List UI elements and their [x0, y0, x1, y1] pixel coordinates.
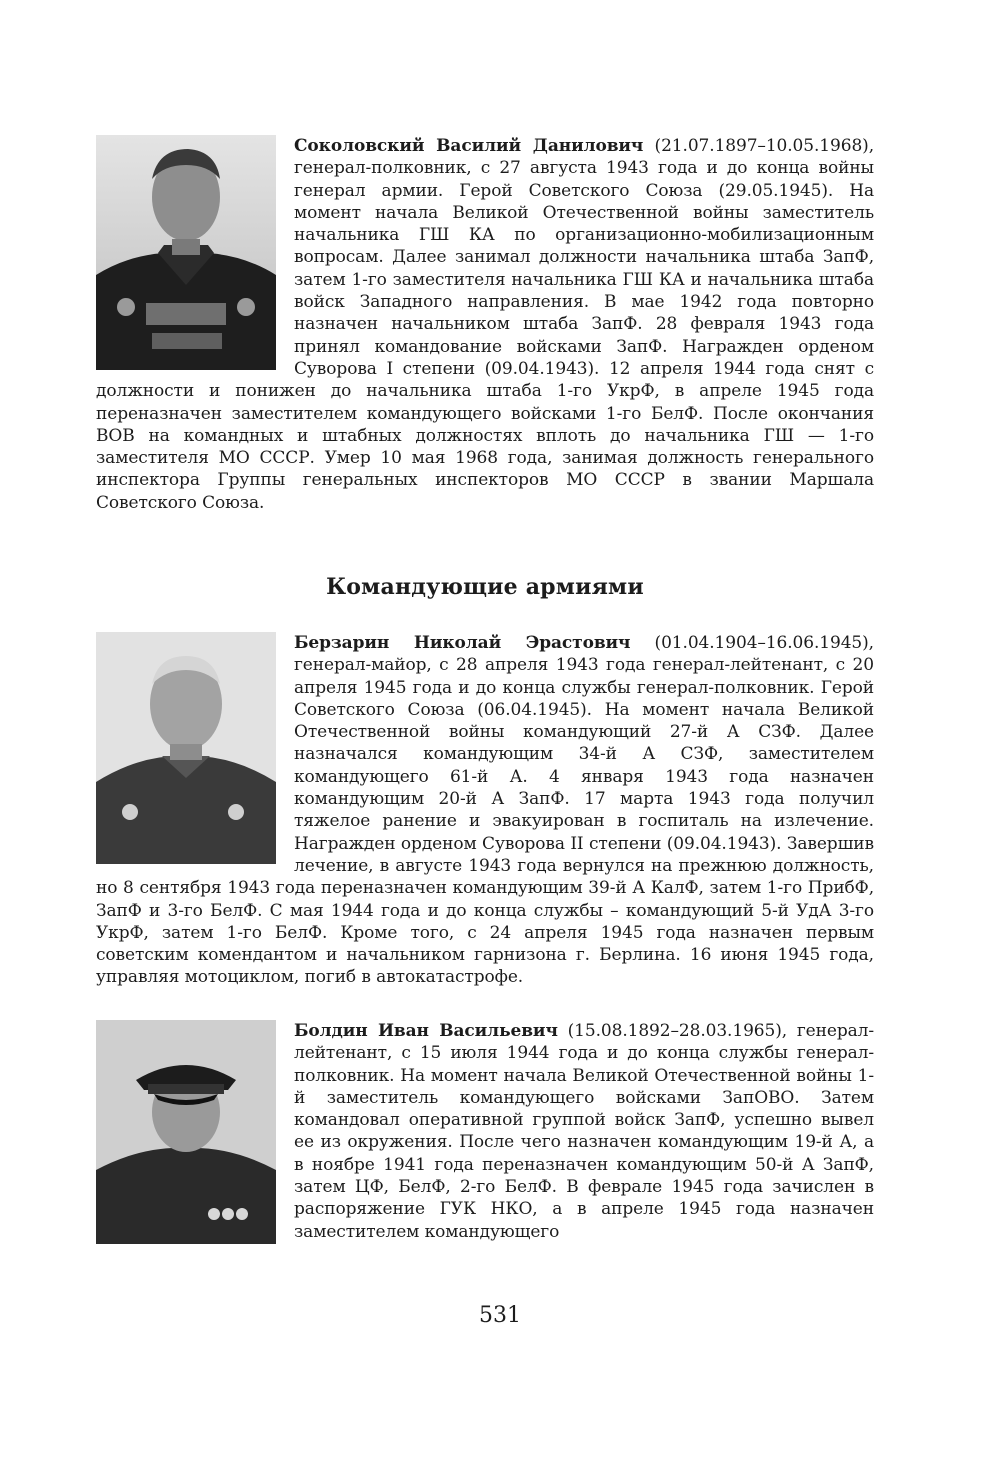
- portrait-image: [96, 135, 276, 370]
- biography-entry-boldin: [96, 1020, 874, 1244]
- person-name: Берзарин Николай Эрастович: [294, 633, 631, 653]
- person-name: Болдин Иван Васильевич: [294, 1021, 558, 1041]
- page-number: 531: [479, 1303, 521, 1328]
- portrait-photo: [96, 1020, 276, 1244]
- portrait-image: [96, 1020, 276, 1244]
- biography-entry-sokolovsky: [96, 135, 874, 514]
- portrait-image: [96, 632, 276, 864]
- portrait-photo: [96, 632, 276, 864]
- portrait-photo: [96, 135, 276, 370]
- section-heading: Командующие армиями: [326, 574, 644, 600]
- biography-entry-berzarin: [96, 632, 874, 989]
- person-name: Соколовский Василий Данилович: [294, 136, 644, 156]
- biography-body: (21.07.1897–10.05.1968), генерал-полковник, с 27 августа 1943 года и до конца войны генерал армии. Герой Советского Союза (29.05.1945). На момент начала Великой Отечественной войны заместитель начальника ГШ КА по организационно-мобилизационным вопросам. Далее занимал должности начальника штаба ЗапФ, затем 1-го заместителя начальника ГШ КА и начальника штаба войск Западного направления. В мае 1942 года повторно назначен начальником штаба ЗапФ. 28 февраля 1943 года принял командование войсками ЗапФ. Награжден орденом Суворова I степени (09.04.1943). 12 апреля 1944 года снят с должности и понижен до начальника штаба 1-го УкрФ, в апреле 1945 года переназначен заместителем командующего войсками 1-го БелФ. После окончания ВОВ на командных и штабных должностях вплоть до начальника ГШ — 1-го заместителя МО СССР. Умер 10 мая 1968 года, занимая должность генерального инспектора Группы генеральных инспекторов МО СССР в звании Маршала Советского Союза.: [96, 136, 874, 513]
- biography-body: (15.08.1892–28.03.1965), генерал-лейтенант, с 15 июля 1944 года и до конца службы генерал-полковник. На момент начала Великой Отечественной войны 1-й заместитель командующего войсками ЗапОВО. Затем командовал оперативной группой войск ЗапФ, успешно вывел ее из окружения. После чего назначен командующим 19-й А, а в ноябре 1941 года переназначен командующим 50-й А ЗапФ, затем ЦФ, БелФ, 2-го БелФ. В феврале 1945 года зачислен в распоряжение ГУК НКО, а в апреле 1945 года назначен заместителем командующего: [294, 1021, 874, 1242]
- biography-body: (01.04.1904–16.06.1945), генерал-майор, с 28 апреля 1943 года генерал-лейтенант, с 20 апреля 1945 года и до конца службы генерал-полковник. Герой Советского Союза (06.04.1945). На момент начала Великой Отечественной войны командующий 27-й А СЗФ. Далее назначался командующим 34-й А СЗФ, заместителем командующего 61-й А. 4 января 1943 года назначен командующим 20-й А ЗапФ. 17 марта 1943 года получил тяжелое ранение и эвакуирован в госпиталь на излечение. Награжден орденом Суворова II степени (09.04.1943). Завершив лечение, в августе 1943 года вернулся на прежнюю должность, но 8 сентября 1943 года переназначен командующим 39-й А КалФ, затем 1-го ПрибФ, ЗапФ и 3-го БелФ. С мая 1944 года и до конца службы – командующий 5-й УдА 3-го УкрФ, затем 1-го БелФ. Кроме того, с 24 апреля 1945 года назначен первым советским комендантом и начальником гарнизона г. Берлина. 16 июня 1945 года, управляя мотоциклом, погиб в автокатастрофе.: [96, 633, 874, 988]
